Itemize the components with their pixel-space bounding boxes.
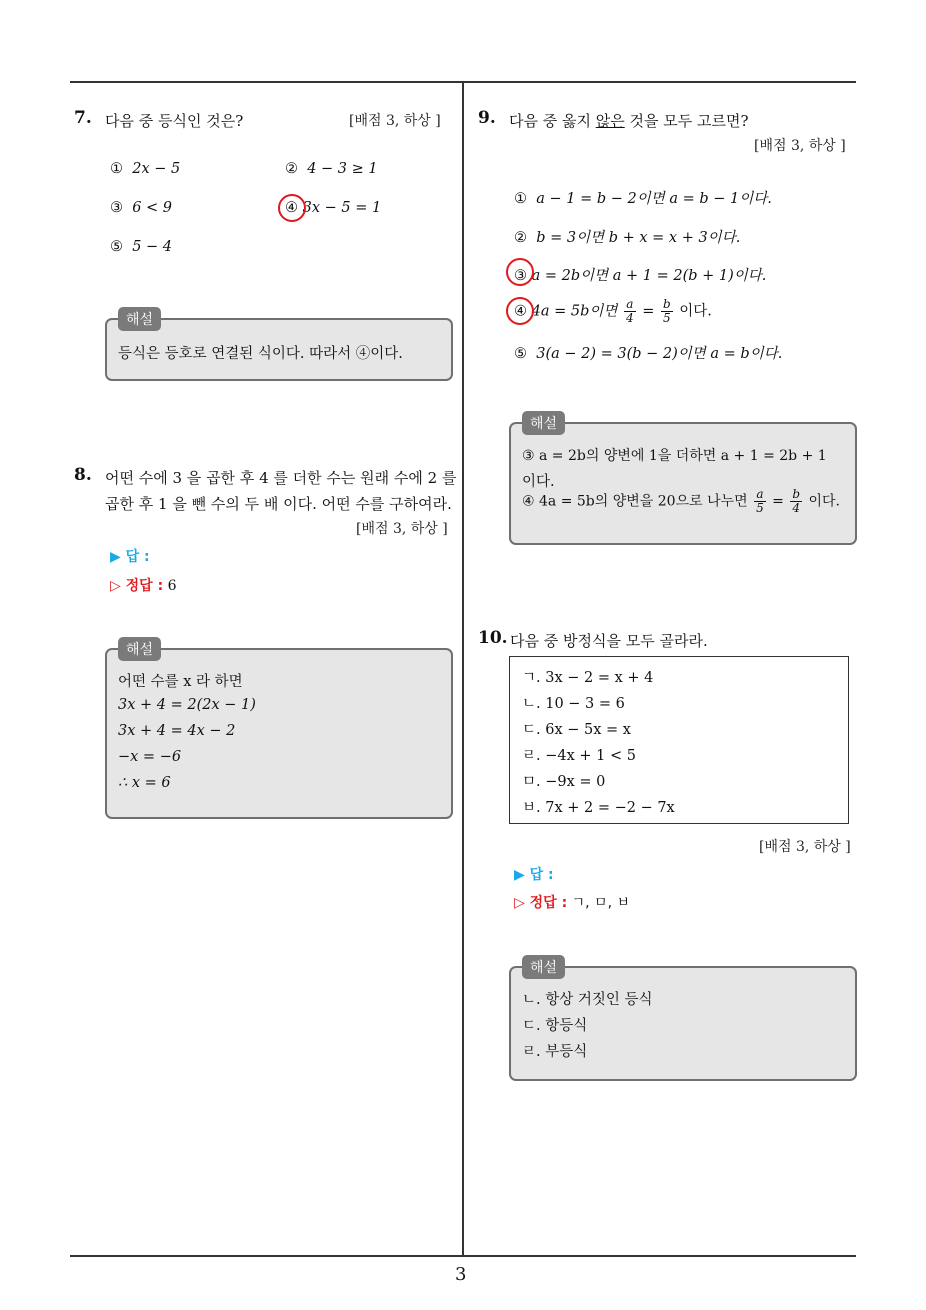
q9-option-2[interactable]: [514, 226, 740, 247]
q7-option-3-expr: 6 < 9: [132, 200, 173, 216]
q9-number: 9.: [478, 108, 496, 128]
q9-option-4-circle-mark: [506, 297, 534, 325]
q7-option-1-expr: 2x − 5: [132, 161, 181, 177]
q8-explanation-tag: 해설: [118, 637, 161, 661]
page-number: 3: [455, 1264, 467, 1285]
q9-option-4-fraction-2: $\frac{b}{5}$: [663, 297, 671, 325]
q10-answer-label: ▶ 답 :: [514, 867, 554, 883]
q7-explanation-tag: 해설: [118, 307, 161, 331]
q9-option-5-mark: ⑤: [514, 346, 527, 362]
q9-explanation-tag: 해설: [522, 411, 565, 435]
q9-explanation-line-3-post: 이다.: [804, 493, 841, 510]
q9-explanation-line-2: 이다.: [522, 474, 555, 490]
q10-item-4: ㄹ. −4x + 1 < 5: [522, 748, 636, 764]
q7-option-4-mark: ④: [285, 200, 298, 216]
q8-explanation-line-4: −x = −6: [118, 749, 182, 765]
q10-correct-row: [514, 892, 630, 912]
q8-explanation-line-3: 3x + 4 = 4x − 2: [118, 723, 236, 739]
q7-explanation-text: 등식은 등호로 연결된 식이다. 따라서 ④이다.: [118, 346, 403, 362]
q9-option-1-mark: ①: [514, 191, 527, 207]
q9-option-4-pre: 4a = 5b이면: [531, 303, 622, 320]
q9-option-3-mark: ③: [514, 268, 527, 284]
q7-option-3[interactable]: [110, 200, 172, 216]
q9-option-3[interactable]: [514, 264, 766, 285]
q8-answer-label: ▶ 답 :: [110, 549, 150, 565]
q10-number: 10.: [478, 628, 508, 648]
q7-answer-circle-mark: [278, 194, 306, 222]
q9-option-3-circle-mark: [506, 258, 534, 286]
q9-explanation-line-3: [522, 488, 840, 515]
q7-option-1-mark: ①: [110, 161, 123, 177]
q9-explanation-fraction-1: $\frac{a}{5}$: [756, 487, 764, 515]
q9-option-5[interactable]: [514, 342, 782, 363]
q10-correct-value: ㄱ, ㅁ, ㅂ: [571, 895, 630, 911]
q10-explanation-line-2: ㄷ. 항등식: [522, 1018, 588, 1034]
q10-score: [배점 3, 하상 ]: [759, 839, 851, 855]
q10-explanation-tag: 해설: [522, 955, 565, 979]
q8-score: [배점 3, 하상 ]: [356, 521, 448, 537]
q10-explanation-line-1: ㄴ. 항상 거짓인 등식: [522, 992, 653, 1008]
q9-question-post: 것을 모두 고르면?: [624, 112, 749, 130]
q7-score: [배점 3, 하상 ]: [349, 113, 441, 129]
q7-option-1[interactable]: [110, 161, 180, 177]
q9-option-4-fraction-1: $\frac{a}{4}$: [625, 297, 634, 325]
q9-explanation-box: [509, 422, 857, 545]
q10-correct-label: ▷ 정답 :: [514, 895, 568, 911]
q9-question-underline: 않은: [595, 112, 625, 130]
q9-explanation-line-1: ③ a = 2b의 양변에 1을 더하면 a + 1 = 2b + 1: [522, 448, 827, 464]
q7-option-2-expr: 4 − 3 ≥ 1: [307, 161, 378, 177]
q7-option-3-mark: ③: [110, 200, 123, 216]
q10-item-6: ㅂ. 7x + 2 = −2 − 7x: [522, 800, 675, 816]
q8-number: 8.: [74, 465, 92, 485]
q10-item-1: ㄱ. 3x − 2 = x + 4: [522, 670, 654, 686]
q9-option-4-equals: =: [637, 303, 659, 320]
q8-correct-value: 6: [167, 578, 177, 594]
q9-option-2-mark: ②: [514, 230, 527, 246]
q7-option-5-expr: 5 − 4: [132, 239, 173, 255]
q10-item-2: ㄴ. 10 − 3 = 6: [522, 696, 625, 712]
q9-score: [배점 3, 하상 ]: [754, 138, 846, 154]
q10-item-5: ㅁ. −9x = 0: [522, 774, 606, 790]
q9-option-3-expr: a = 2b이면 a + 1 = 2(b + 1)이다.: [531, 268, 767, 284]
q8-explanation-line-5: ∴ x = 6: [118, 775, 171, 791]
q7-option-4-expr: 3x − 5 = 1: [302, 200, 382, 216]
q10-explanation-line-3: ㄹ. 부등식: [522, 1044, 588, 1060]
q8-explanation-line-1: 어떤 수를 x 라 하면: [118, 674, 243, 690]
q10-question: 다음 중 방정식을 모두 골라라.: [510, 632, 708, 650]
bottom-rule: [70, 1255, 856, 1257]
q7-number: 7.: [74, 108, 92, 128]
q9-question-pre: 다음 중 옳지: [509, 112, 596, 130]
q9-option-5-expr: 3(a − 2) = 3(b − 2)이면 a = b이다.: [536, 346, 783, 362]
q9-option-4-mark: ④: [514, 303, 527, 320]
q7-option-2[interactable]: [285, 161, 378, 177]
q9-explanation-equals: =: [767, 493, 789, 510]
q10-item-3: ㄷ. 6x − 5x = x: [522, 722, 631, 738]
q9-explanation-line-3-pre: ④ 4a = 5b의 양변을 20으로 나누면: [522, 493, 753, 510]
q8-correct-row: [110, 575, 177, 595]
q9-option-1-expr: a − 1 = b − 2이면 a = b − 1이다.: [536, 191, 772, 207]
q9-question: [509, 110, 749, 131]
q9-option-4[interactable]: [514, 298, 712, 325]
q8-question-line1: 어떤 수에 3 을 곱한 후 4 를 더한 수는 원래 수에 2 를: [105, 469, 457, 487]
q9-explanation-fraction-2: $\frac{b}{4}$: [792, 487, 801, 515]
q7-option-5[interactable]: [110, 239, 172, 255]
q7-option-5-mark: ⑤: [110, 239, 123, 255]
q8-correct-label: ▷ 정답 :: [110, 578, 164, 594]
column-divider: [462, 82, 464, 1256]
q7-question: 다음 중 등식인 것은?: [105, 112, 244, 130]
q9-option-1[interactable]: [514, 187, 772, 208]
q9-option-4-post: 이다.: [674, 303, 712, 320]
q9-option-2-expr: b = 3이면 b + x = x + 3이다.: [536, 230, 741, 246]
q8-question-line2: 곱한 후 1 을 뺀 수의 두 배 이다. 어떤 수를 구하여라.: [105, 495, 452, 513]
q7-option-2-mark: ②: [285, 161, 298, 177]
q8-explanation-line-2: 3x + 4 = 2(2x − 1): [118, 697, 256, 713]
